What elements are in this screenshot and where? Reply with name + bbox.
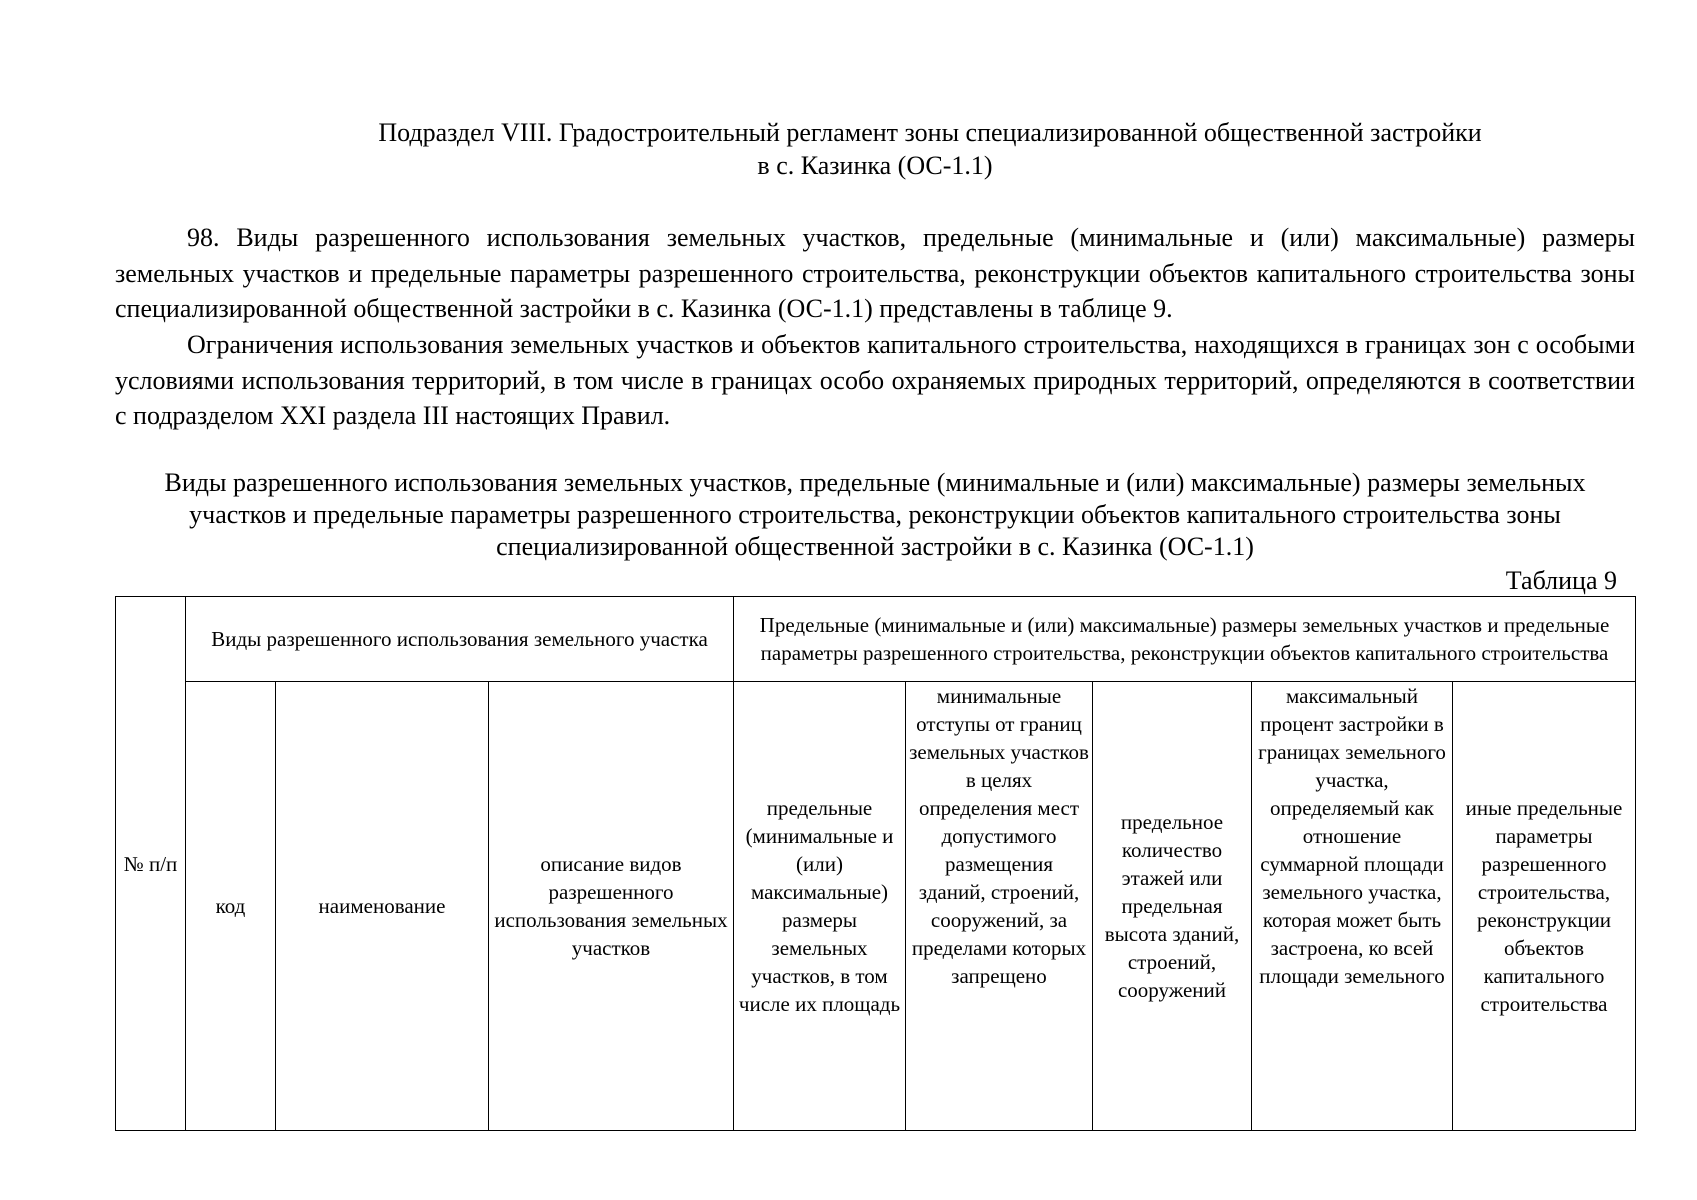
header-size: предельные (минимальные и (или) максимальные) размеры земельных участков, в том числе их площадь <box>734 682 906 1131</box>
paragraph-restrictions: Ограничения использования земельных участков и объектов капитального строительства, находящихся в границах зон с особыми условиями использования территорий, в том числе в границах особо охраняемых природных территорий, определяются в соответствии с подразделом XXI раздела III настоящих Правил. <box>115 330 1635 430</box>
table-caption: Виды разрешенного использования земельных участков, предельные (минимальные и (или) максимальные) размеры земельных участков и предельные параметры разрешенного строительства, реконструкции объектов капитального строительства зоны специализированной общественной застройки в с. Казинка (ОС-1.1) <box>164 468 1586 561</box>
paragraph-98: 98. Виды разрешенного использования земельных участков, предельные (минимальные и (или) максимальные) размеры земельных участков и предельные параметры разрешенного строительства, реконструкции объектов капитального строительства зоны специализированной общественной застройки в с. Казинка (ОС-1.1) представлены в таблице 9. <box>115 223 1635 323</box>
header-floors: предельное количество этажей или предельная высота зданий, строений, сооружений <box>1093 682 1252 1131</box>
header-name: наименование <box>276 682 489 1131</box>
header-percent <box>1252 682 1453 1131</box>
heading-line-2: в с. Казинка (ОС-1.1) <box>757 151 993 180</box>
header-code: код <box>186 682 276 1131</box>
header-setback <box>906 682 1093 1131</box>
header-group-types: Виды разрешенного использования земельного участка <box>186 597 734 682</box>
header-other: иные предельные параметры разрешенного строительства, реконструкции объектов капитального строительства <box>1453 682 1636 1131</box>
table-header-row-2 <box>116 682 1636 1131</box>
header-group-limits: Предельные (минимальные и (или) максимальные) размеры земельных участков и предельные параметры разрешенного строительства, реконструкции объектов капитального строительства <box>734 597 1636 682</box>
header-setback-text: минимальные отступы от границ земельных участков в целях определения мест допустимого размещения зданий, строений, сооружений, за пределами которых запрещено <box>909 684 1089 988</box>
header-number: № п/п <box>116 597 186 1131</box>
table-header-row-1 <box>116 597 1636 682</box>
regulation-table <box>115 596 1636 1131</box>
subsection-heading <box>115 116 1635 182</box>
header-description: описание видов разрешенного использования земельных участков <box>489 682 734 1131</box>
header-percent-text: максимальный процент застройки в границах земельного участка, определяемый как отношение суммарной площади земельного участка, которая может быть застроена, ко всей площади земельного <box>1258 684 1446 988</box>
table-number: Таблица 9 <box>1505 566 1617 595</box>
heading-line-1: Подраздел VIII. Градостроительный регламент зоны специализированной общественной застройки <box>378 118 1482 147</box>
